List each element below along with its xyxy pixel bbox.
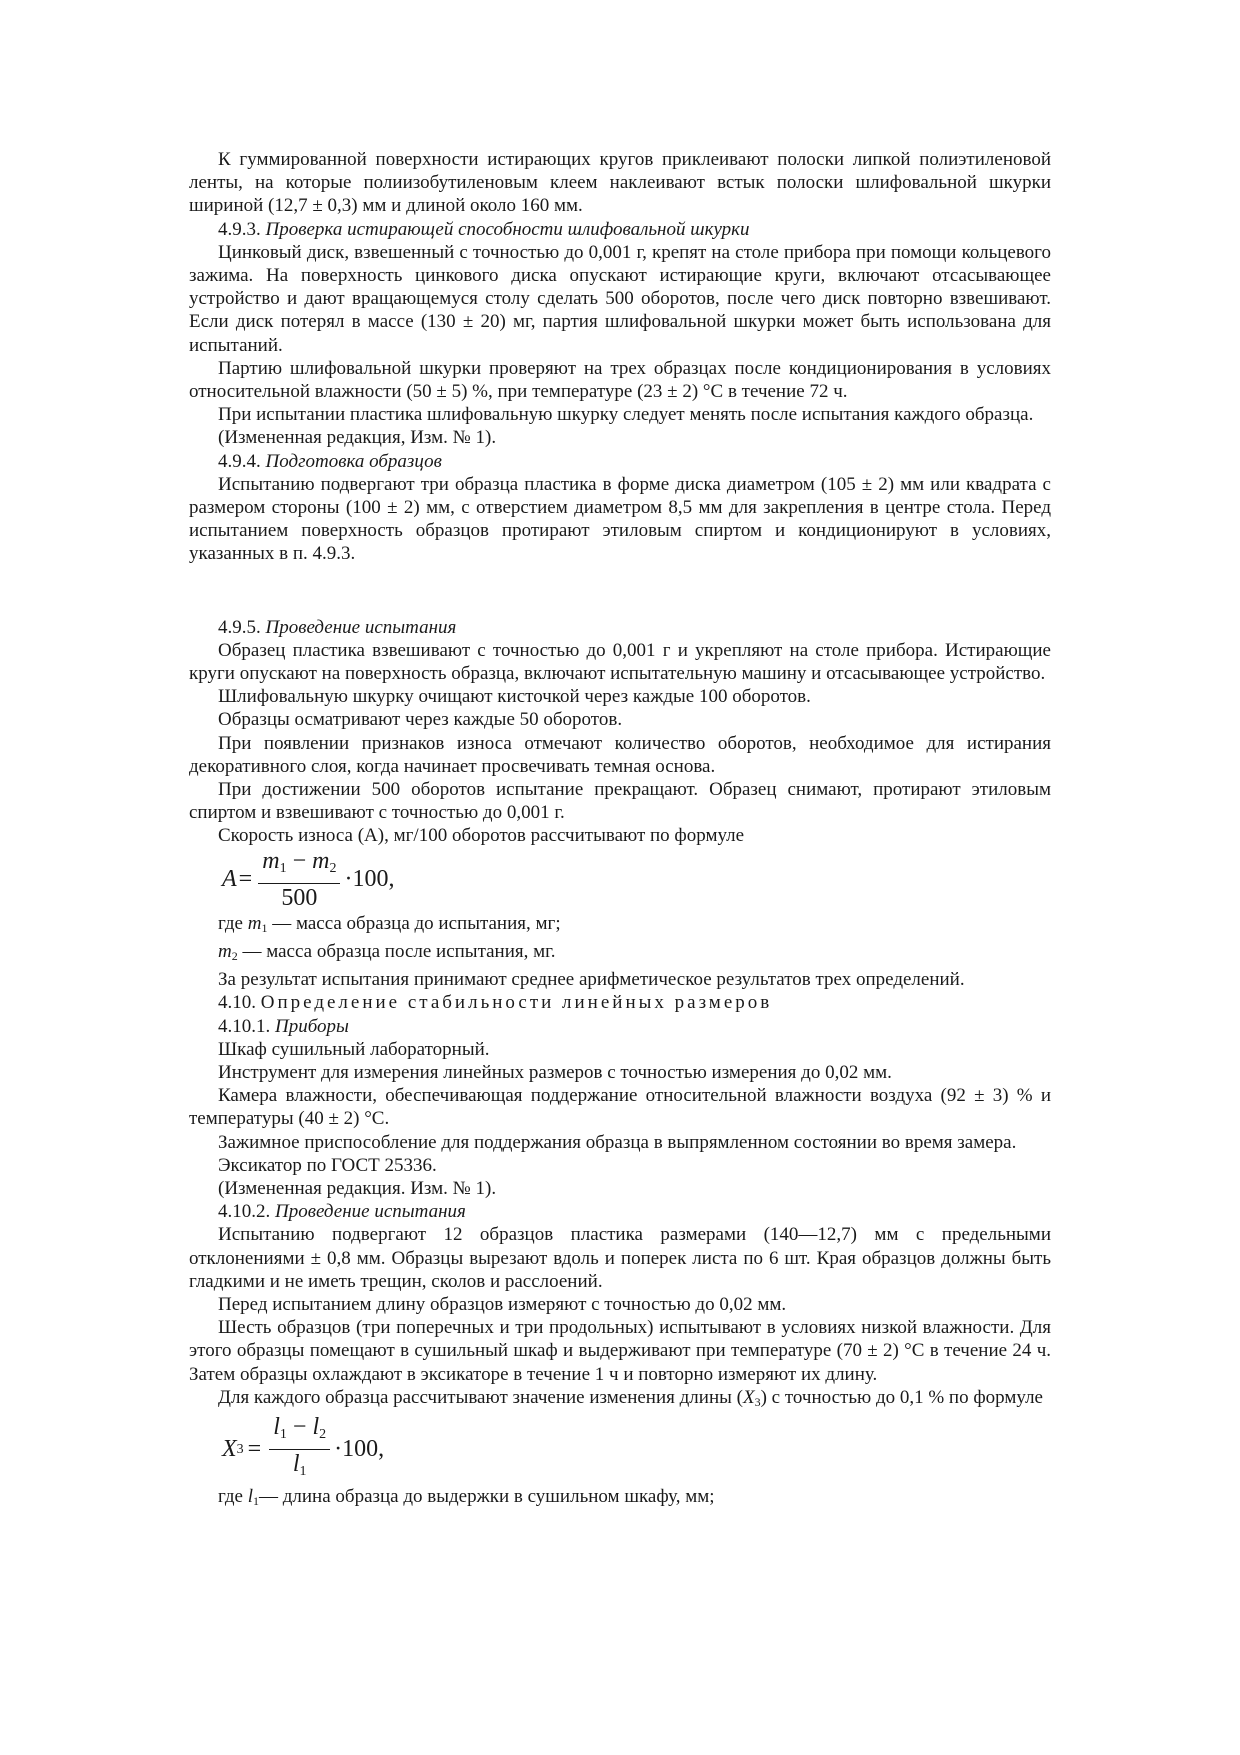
formula-subscript: 1 (299, 1463, 307, 1479)
paragraph: Испытанию подвергают три образца пластика в форме диска диаметром (105 ± 2) мм или квадрата с размером стороны (100 ± 2) мм, с отверстием диаметром 8,5 мм для закрепления в центре стола. Перед испытанием поверхность образцов протирают этиловым спиртом и кондиционируют в условиях, указанных в п. 4.9.3. (189, 473, 1051, 565)
variable-definition (189, 1485, 1051, 1513)
spacer (189, 566, 1051, 616)
document-body (189, 148, 1051, 1513)
formula-minus: − (292, 1413, 307, 1440)
variable-subscript: 1 (261, 920, 268, 935)
formula-subscript: 2 (319, 1426, 327, 1442)
variable-definition (189, 940, 1051, 968)
paragraph: Эксикатор по ГОСТ 25336. (218, 1154, 437, 1176)
formula-var: m (312, 847, 330, 874)
paragraph-text: Для каждого образца рассчитывают значение изменения длины ( (218, 1386, 743, 1408)
formula-fraction (258, 848, 340, 912)
formula-var: m (262, 847, 280, 874)
paragraph: Образец пластика взвешивают с точностью до 0,001 г и укрепляют на столе прибора. Истирающие круги опускают на поверхность образца, включают испытательную машину и отсасывающее устройство. (189, 639, 1051, 685)
section-title: Проведение испытания (265, 616, 457, 638)
formula-subscript: 3 (236, 1442, 244, 1458)
paragraph: Испытанию подвергают 12 образцов пластика размерами (140—12,7) мм с предельными отклонениями ± 0,8 мм. Образцы вырезают вдоль и поперек листа по 6 шт. Края образцов должны быть гладкими и не иметь трещин, сколов и расслоений. (189, 1224, 1051, 1292)
variable-subscript: 3 (754, 1394, 761, 1409)
section-number: 4.9.4. (218, 450, 261, 472)
paragraph: Инструмент для измерения линейных размеров с точностью измерения до 0,02 мм. (218, 1061, 892, 1083)
variable-subscript: 2 (231, 948, 238, 963)
formula-var: l (292, 1450, 300, 1477)
paragraph-text: ) с точностью до 0,1 % по формуле (760, 1386, 1043, 1408)
section-number: 4.10.2. (218, 1201, 271, 1223)
paragraph: Партию шлифовальной шкурки проверяют на трех образцах после кондиционирования в условиях относительной влажности (50 ± 5) %, при температуре (23 ± 2) °С в течение 72 ч. (189, 357, 1051, 403)
variable-description: — масса образца до испытания, мг; (272, 912, 561, 934)
formula-tail: ·100, (344, 866, 395, 893)
section-number: 4.9.3. (218, 218, 261, 240)
section-title: Определение стабильности линейных размеров (260, 992, 773, 1014)
formula-tail: ·100, (334, 1436, 385, 1463)
where-word: где (218, 912, 243, 934)
amendment-note: (Измененная редакция, Изм. № 1). (218, 427, 497, 449)
section-title: Приборы (275, 1015, 349, 1037)
paragraph: Образцы осматривают через каждые 50 оборотов. (218, 709, 623, 731)
variable-symbol: m (218, 940, 232, 962)
section-heading-4-9-3 (189, 218, 1051, 241)
section-title: Проведение испытания (275, 1201, 466, 1223)
formula-subscript: 1 (279, 1426, 287, 1442)
paragraph: При появлении признаков износа отмечают количество оборотов, необходимое для истирания декоративного слоя, когда начинает просвечивать темная основа. (189, 732, 1051, 777)
variable-symbol: l (247, 1485, 253, 1507)
paragraph: Шесть образцов (три поперечных и три продольных) испытывают в условиях низкой влажности. Для этого образцы помещают в сушильный шкаф и выдерживают при температуре (70 ± 2) °С в течение 24 ч. Затем образцы охлаждают в эксикаторе в течение 1 ч и повторно измеряют их длину. (189, 1317, 1051, 1385)
formula-equals: = (247, 1436, 262, 1463)
section-number: 4.10.1. (218, 1015, 271, 1037)
formula-lhs: X (222, 1436, 237, 1463)
paragraph: Камера влажности, обеспечивающая поддержание относительной влажности воздуха (92 ± 3) % и температуры (40 ± 2) °С. (189, 1085, 1051, 1130)
paragraph: Зажимное приспособление для поддержания образца в выпрямленном состоянии во время замера. (218, 1131, 1017, 1153)
formula-wear-rate (222, 847, 1051, 911)
paragraph: При испытании пластика шлифовальную шкурку следует менять после испытания каждого образца. (218, 404, 1034, 426)
variable-subscript: 1 (252, 1493, 259, 1508)
paragraph: Цинковый диск, взвешенный с точностью до 0,001 г, крепят на столе прибора при помощи кольцевого зажима. На поверхность цинкового диска опускают истирающие круги, включают отсасывающее устройство и дают вращающемуся столу сделать 500 оборотов, после чего диск повторно взвешивают. Если диск потерял в массе (130 ± 20) мг, партия шлифовальной шкурки может быть использована для испытаний. (189, 241, 1051, 356)
section-title: Подготовка образцов (265, 450, 442, 472)
section-heading-4-9-5 (189, 616, 1051, 639)
paragraph: Перед испытанием длину образцов измеряют с точностью до 0,02 мм. (218, 1293, 787, 1315)
section-heading-4-9-4 (189, 450, 1051, 473)
where-word: где (218, 1485, 243, 1507)
variable-description: — длина образца до выдержки в сушильном шкафу, мм; (258, 1485, 715, 1507)
variable-description: — масса образца после испытания, мг. (242, 940, 556, 962)
formula-numerator (258, 848, 340, 884)
formula-minus: − (292, 847, 307, 874)
section-heading-4-10-1 (189, 1015, 1051, 1038)
section-heading-4-10 (189, 991, 1051, 1014)
variable-symbol: X (742, 1386, 755, 1408)
formula-fraction (269, 1414, 330, 1486)
paragraph: Скорость износа (А), мг/100 оборотов рассчитывают по формуле (218, 825, 745, 847)
formula-denominator: 500 (281, 884, 318, 911)
formula-numerator (269, 1414, 330, 1450)
variable-definition (189, 912, 1051, 940)
formula-subscript: 1 (279, 860, 287, 876)
section-title: Проверка истирающей способности шлифовальной шкурки (265, 218, 750, 240)
paragraph (189, 1386, 1051, 1414)
formula-var: l (273, 1413, 280, 1440)
variable-symbol: m (247, 912, 262, 934)
formula-denominator (293, 1450, 307, 1486)
formula-var: l (312, 1413, 320, 1440)
section-heading-4-10-2 (189, 1200, 1051, 1223)
amendment-note: (Измененная редакция. Изм. № 1). (218, 1177, 497, 1199)
paragraph: Шкаф сушильный лабораторный. (218, 1038, 490, 1060)
paragraph: За результат испытания принимают среднее арифметическое результатов трех определений. (218, 969, 965, 991)
section-number: 4.10. (218, 992, 256, 1014)
formula-subscript: 2 (329, 860, 337, 876)
paragraph: При достижении 500 оборотов испытание прекращают. Образец снимают, протирают этиловым спиртом и взвешивают с точностью до 0,001 г. (189, 779, 1051, 824)
paragraph: Шлифовальную шкурку очищают кисточкой через каждые 100 оборотов. (218, 686, 811, 708)
formula-length-change (222, 1413, 1051, 1482)
section-number: 4.9.5. (218, 616, 261, 638)
formula-equals: = (238, 866, 253, 893)
paragraph: К гуммированной поверхности истирающих кругов приклеивают полоски липкой полиэтиленовой ленты, на которые полиизобутиленовым клеем наклеивают встык полоски шлифовальной шкурки шириной (12,7 ± 0,3) мм и длиной около 160 мм. (189, 149, 1051, 217)
formula-lhs: A (222, 866, 237, 893)
